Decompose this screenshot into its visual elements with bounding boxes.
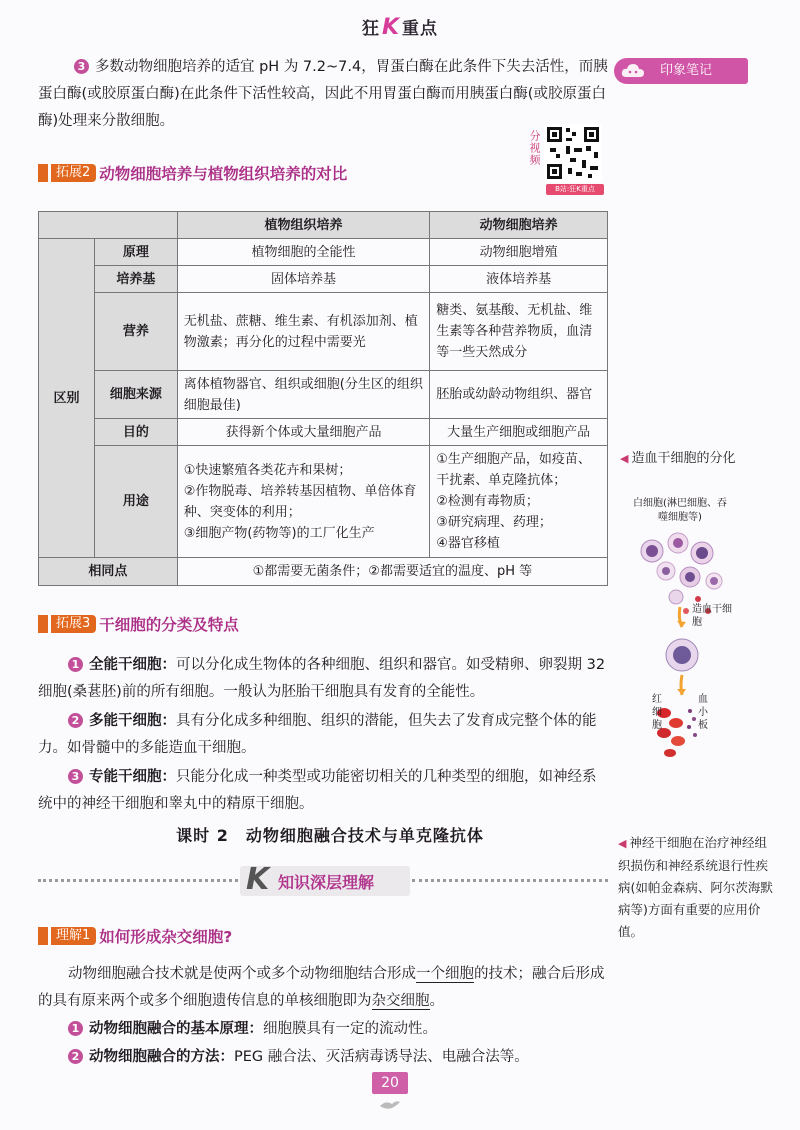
row-label: 培养基 xyxy=(94,266,177,293)
table-cell: 动物细胞增殖 xyxy=(430,239,608,266)
table-cell: ①快速繁殖各类花卉和果树； ②作物脱毒、培养转基因植物、单倍体育种、突变体的利用； ③细胞产物(药物等)的工厂化生产 xyxy=(177,446,430,558)
header-animal: 动物细胞培养 xyxy=(430,212,608,239)
fusion-point: 2 动物细胞融合的方法：PEG 融合法、灭活病毒诱导法、电融合法等。 xyxy=(38,1044,610,1071)
table-cell: 糖类、氨基酸、无机盐、维生素等各种营养物质，血清等一些天然成分 xyxy=(430,293,608,371)
k-logo: K xyxy=(381,15,401,40)
k-logo: K xyxy=(246,862,270,897)
stem-cell-item: 2 多能干细胞：具有分化成多种细胞、组织的潜能，但失去了发育成完整个体的能力。如骨髓中的多能造血干细胞。 xyxy=(38,713,597,756)
group-label: 区别 xyxy=(39,239,95,558)
rbc-label: 红细胞 xyxy=(652,694,662,731)
row-label: 原理 xyxy=(94,239,177,266)
table-cell: 大量生产细胞或细胞产品 xyxy=(430,419,608,446)
page-number: 20 xyxy=(372,1072,408,1094)
triangle-marker-icon: ◀ xyxy=(618,837,627,850)
banner-dots-right xyxy=(412,879,608,882)
understanding-1-heading: 理解1 如何形成杂交细胞? xyxy=(38,925,232,949)
qr-code-block[interactable] xyxy=(522,124,604,196)
table-cell: 植物细胞的全能性 xyxy=(177,239,430,266)
knowledge-banner xyxy=(240,862,410,897)
table-cell: 获得新个体或大量细胞产品 xyxy=(177,419,430,446)
qr-code-icon xyxy=(544,124,602,182)
stem-cell-item: 3 专能干细胞：只能分化成一种类型或功能密切相关的几种类型的细胞，如神经系统中的神经干细胞和睾丸中的精原干细胞。 xyxy=(38,769,597,812)
row-label: 目的 xyxy=(94,419,177,446)
table-cell: 液体培养基 xyxy=(430,266,608,293)
comparison-table xyxy=(38,211,608,586)
intro-paragraph: 3 多数动物细胞培养的适宜 pH 为 7.2~7.4，胃蛋白酶在此条件下失去活性，而胰蛋白酶(或胶原蛋白酶)在此条件下活性较高，因此不用胃蛋白酶而用胰蛋白酶(或胶原蛋白酶)处理来分散细胞。 xyxy=(38,59,608,129)
table-cell: 胚胎或幼龄动物组织、器官 xyxy=(430,371,608,419)
impression-notes-badge: 印象笔记 xyxy=(614,58,748,84)
table-cell: 无机盐、蔗糖、维生素、有机添加剂、植物激素；再分化的过程中需要光 xyxy=(177,293,430,371)
fusion-point: 1 动物细胞融合的基本原理：细胞膜具有一定的流动性。 xyxy=(38,1016,610,1043)
table-cell: 离体植物器官、组织或细胞(分生区的组织细胞最佳) xyxy=(177,371,430,419)
qr-label: 分视频 xyxy=(528,130,541,166)
running-header: 狂K 重点 xyxy=(361,15,439,40)
row-label: 营养 xyxy=(94,293,177,371)
row-label: 细胞来源 xyxy=(94,371,177,419)
row-label: 用途 xyxy=(94,446,177,558)
hematopoiesis-illustration xyxy=(628,527,738,767)
extension-3-heading: 拓展3 干细胞的分类及特点 xyxy=(38,613,239,637)
hsc-label: 造血干细胞 xyxy=(692,604,732,628)
same-label: 相同点 xyxy=(39,558,178,586)
wbc-label: 白细胞(淋巴细胞、吞噬细胞等) xyxy=(633,498,727,523)
header-plant: 植物组织培养 xyxy=(177,212,430,239)
platelet-label: 血小板 xyxy=(698,694,708,731)
banner-title: 知识深层理解 xyxy=(278,873,375,892)
extension-2-heading: 拓展2 动物细胞培养与植物组织培养的对比 xyxy=(38,162,347,186)
cloud-icon xyxy=(620,61,646,81)
lesson-title: 课时 2 动物细胞融合技术与单克隆抗体 xyxy=(176,826,484,845)
triangle-marker-icon: ◀ xyxy=(620,452,629,465)
table-cell: ①生产细胞产品，如疫苗、干扰素、单克隆抗体； ②检测有毒物质； ③研究病理、药理； ④器官移植 xyxy=(430,446,608,558)
stem-cell-item: 1 全能干细胞：可以分化成生物体的各种细胞、组织和器官。如受精卵、卵裂期 32 细胞(桑葚胚)前的所有细胞。一般认为胚胎干细胞具有发育的全能性。 xyxy=(38,657,606,700)
side-note-hematopoiesis: ◀ 造血干细胞的分化 xyxy=(620,451,736,466)
side-note-neural-stem: ◀ 神经干细胞在治疗神经组织损伤和神经系统退行性疾病(如帕金森病、阿尔茨海默病等)方面有重要的应用价值。 xyxy=(618,835,773,939)
table-cell: 固体培养基 xyxy=(177,266,430,293)
banner-dots-left xyxy=(38,879,238,882)
same-text: ①都需要无菌条件；②都需要适宜的温度、pH 等 xyxy=(177,558,607,586)
qr-caption: B站:狂K重点 xyxy=(546,184,604,195)
fusion-paragraph: 动物细胞融合技术就是使两个或多个动物细胞结合形成一个细胞的技术；融合后形成的具有原来两个或多个细胞遗传信息的单核细胞即为杂交细胞。 xyxy=(38,966,605,1009)
bird-icon xyxy=(378,1098,402,1112)
